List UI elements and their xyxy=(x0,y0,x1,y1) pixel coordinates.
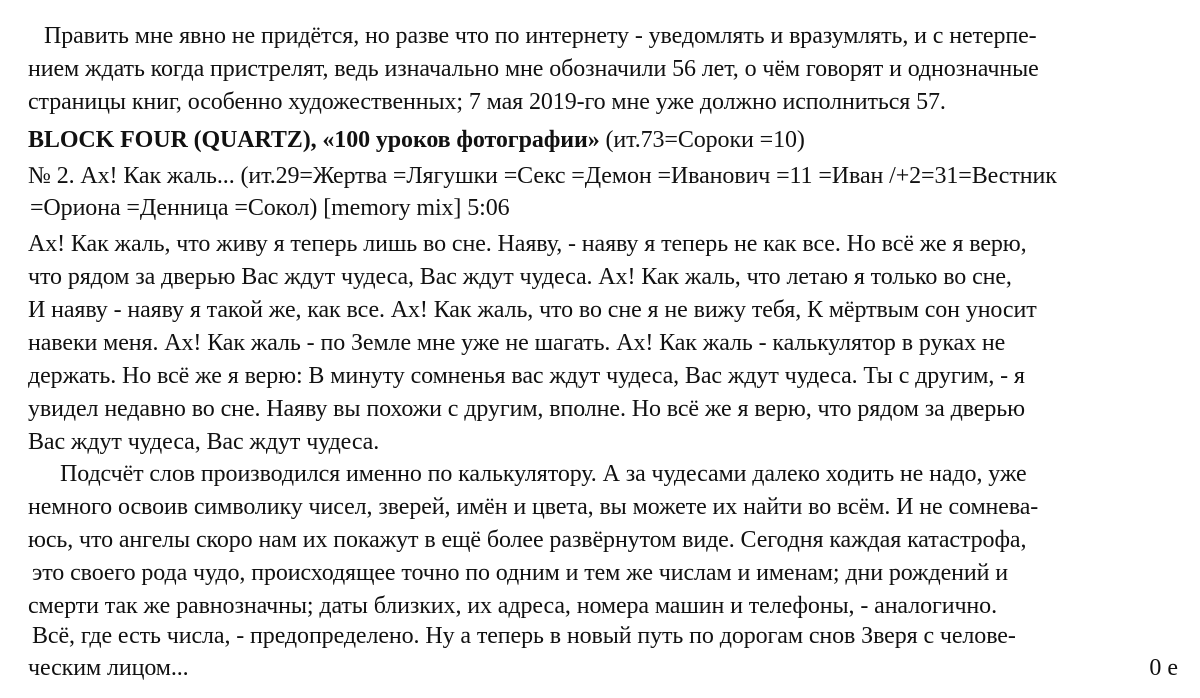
track-line-2: =Ориона =Денница =Сокол) [memory mix] 5:06 xyxy=(30,195,510,221)
lyrics-line-4: навеки меня. Ах! Как жаль - по Земле мне уже не шагать. Ах! Как жаль - калькулятор в руках не xyxy=(28,330,1006,356)
page-number: 0 е xyxy=(1149,655,1178,681)
commentary-line-6: Всё, где есть числа, - предопределено. Ну а теперь в новый путь по дорогам снов Зверя с челове- xyxy=(32,623,1016,649)
intro-line-2: нием ждать когда пристрелят, ведь изначально мне обозначили 56 лет, о чём говорят и однозначные xyxy=(28,56,1039,82)
block-title-bold: BLOCK FOUR (QUARTZ), «100 уроков фотографии» xyxy=(28,127,600,153)
block-title-note: (ит.73=Сороки =10) xyxy=(599,127,805,153)
block-heading xyxy=(28,126,805,154)
intro-line-1: Править мне явно не придётся, но разве что по интернету - уведомлять и вразумлять, и с нетерпе- xyxy=(44,23,1037,49)
commentary-line-3: юсь, что ангелы скоро нам их покажут в ещё более развёрнутом виде. Сегодня каждая катастрофа, xyxy=(28,527,1027,553)
intro-line-3: страницы книг, особенно художественных; 7 мая 2019-го мне уже должно исполниться 57. xyxy=(28,89,946,115)
commentary-line-1: Подсчёт слов производился именно по калькулятору. А за чудесами далеко ходить не надо, уже xyxy=(60,461,1027,487)
lyrics-line-3: И наяву - наяву я такой же, как все. Ах! Как жаль, что во сне я не вижу тебя, К мёртвым сон уносит xyxy=(28,297,1037,323)
lyrics-line-1: Ах! Как жаль, что живу я теперь лишь во сне. Наяву, - наяву я теперь не как все. Но всё же я верю, xyxy=(28,231,1027,257)
lyrics-line-7: Вас ждут чудеса, Вас ждут чудеса. xyxy=(28,429,380,455)
commentary-line-5: смерти так же равнозначны; даты близких, их адреса, номера машин и телефоны, - аналогично. xyxy=(28,593,997,619)
lyrics-line-6: увидел недавно во сне. Наяву вы похожи с другим, вполне. Но всё же я верю, что рядом за дверью xyxy=(28,396,1025,422)
lyrics-line-2: что рядом за дверью Вас ждут чудеса, Вас ждут чудеса. Ах! Как жаль, что летаю я только во сне, xyxy=(28,264,1012,290)
lyrics-line-5: держать. Но всё же я верю: В минуту сомненья вас ждут чудеса, Вас ждут чудеса. Ты с другим, - я xyxy=(28,363,1025,389)
commentary-line-7: ческим лицом... xyxy=(28,655,189,681)
commentary-line-4: это своего рода чудо, происходящее точно по одним и тем же числам и именам; дни рождений и xyxy=(32,560,1009,586)
track-line-1: № 2. Ах! Как жаль... (ит.29=Жертва =Лягушки =Секс =Демон =Иванович =11 =Иван /+2=31=Вестник xyxy=(28,163,1057,189)
commentary-line-2: немного освоив символику чисел, зверей, имён и цвета, вы можете их найти во всём. И не сомнева- xyxy=(28,494,1039,520)
